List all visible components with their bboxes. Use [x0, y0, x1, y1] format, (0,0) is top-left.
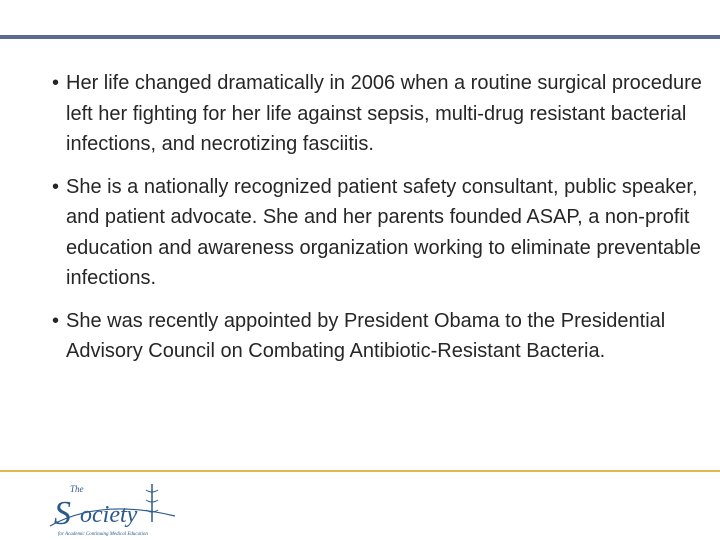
bullet-marker: • [52, 175, 60, 198]
top-divider [0, 35, 720, 39]
society-logo [40, 478, 190, 538]
bullet-list [52, 68, 702, 379]
bullet-text: She is a nationally recognized patient safety consultant, public speaker, and patient advocate. She and her parents founded ASAP, a non-profit education and awareness organization working to eliminate preventable infections. [66, 175, 701, 289]
logo-small-word: The [70, 484, 84, 494]
bullet-item [52, 68, 702, 160]
bullet-marker: • [52, 72, 60, 94]
logo-tagline: for Academic Continuing Medical Education [58, 532, 148, 537]
bottom-divider [0, 470, 720, 472]
logo-big-letter: S [54, 495, 71, 532]
bullet-item [52, 172, 702, 294]
bullet-text: Her life changed dramatically in 2006 when a routine surgical procedure left her fighting for her life against sepsis, multi-drug resistant bacterial infections, and necrotizing fasciitis. [66, 72, 702, 155]
bullet-item [52, 306, 702, 367]
logo-word: ociety [80, 502, 138, 528]
bullet-marker: • [52, 309, 60, 332]
bullet-text: She was recently appointed by President Obama to the Presidential Advisory Council on Combating Antibiotic-Resistant Bacteria. [66, 309, 666, 362]
